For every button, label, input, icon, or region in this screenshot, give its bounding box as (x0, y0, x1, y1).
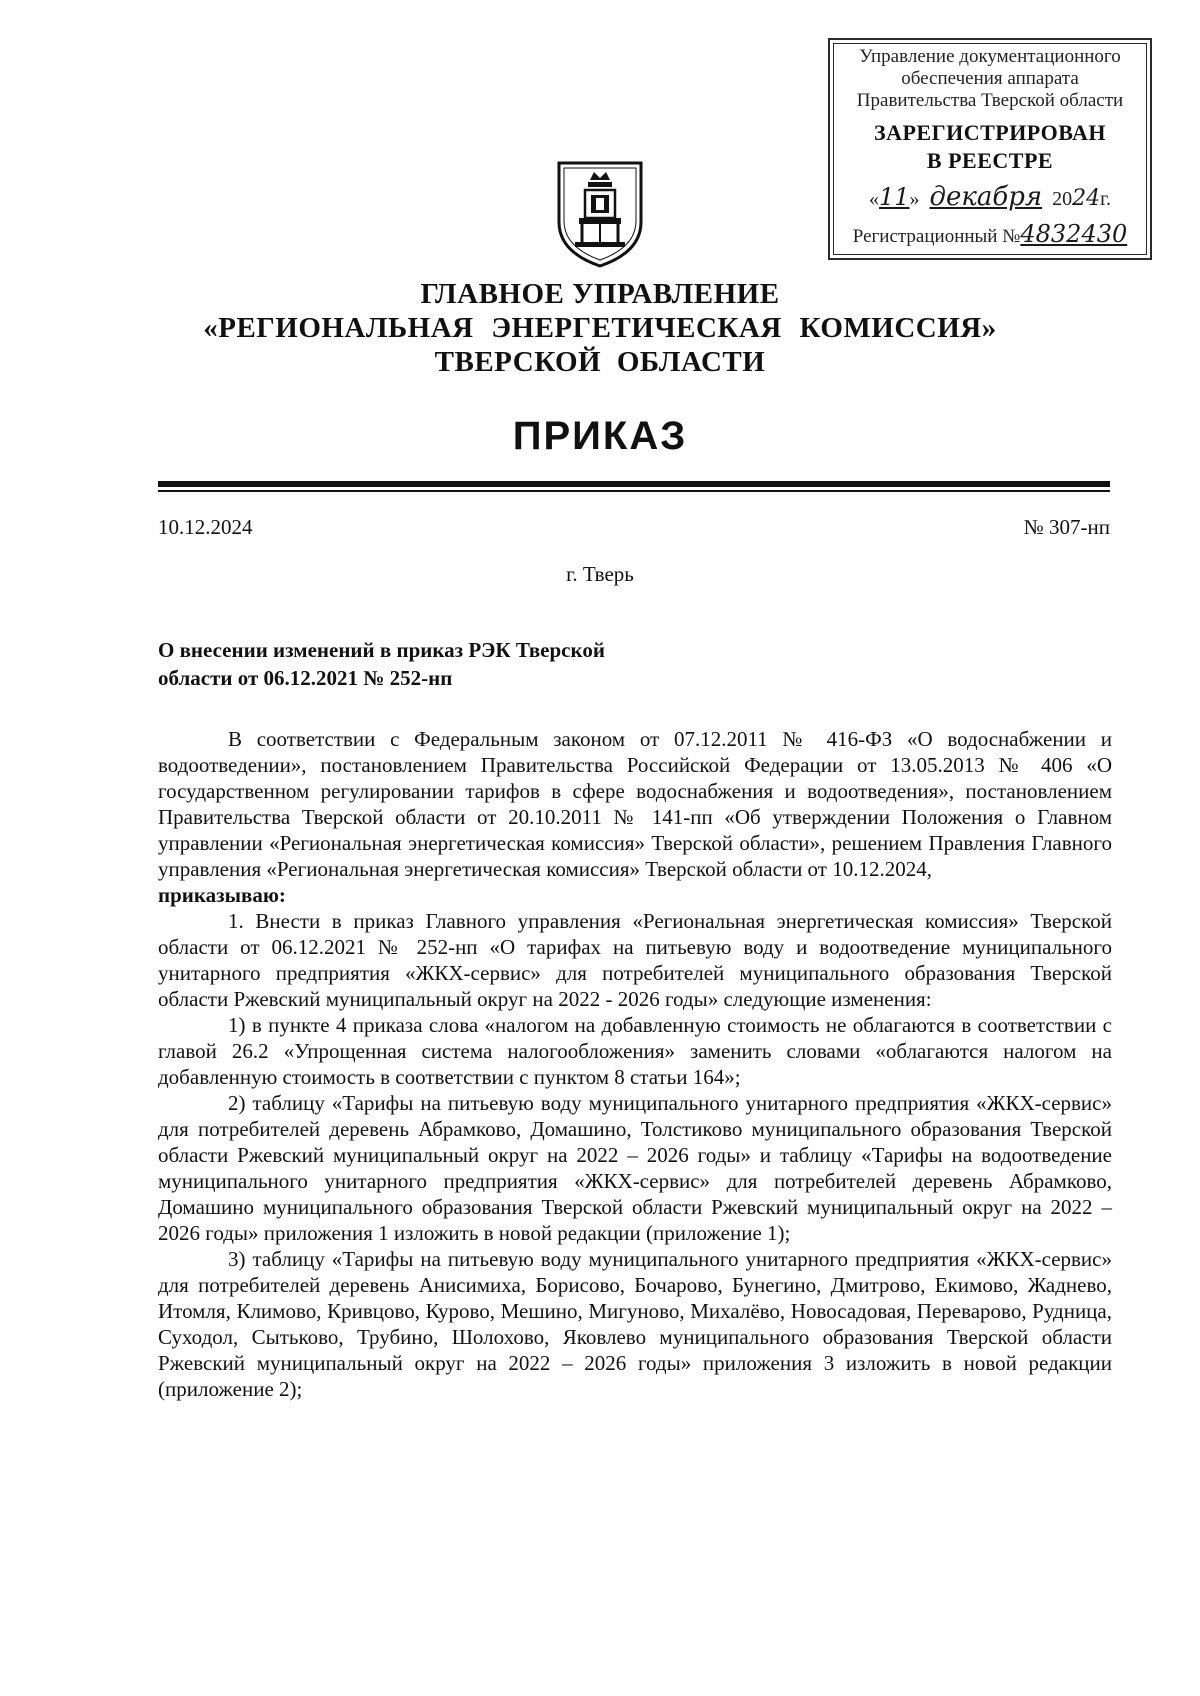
subitem-2-paragraph: 2) таблицу «Тарифы на питьевую воду муниципального унитарного предприятия «ЖКХ-сервис» для потребителей деревень Абрамково, Домашино, Толстиково муниципального образования Тверской области Ржевский муниципальный округ на 2022 – 2026 годы» и таблицу «Тарифы на водоотведение муниципального унитарного предприятия «ЖКХ-сервис» для потребителей деревень Абрамково, Домашино муниципального образования Тверской области Ржевский муниципальный округ на 2022 – 2026 годы» приложения 1 изложить в новой редакции (приложение 1); (158, 1091, 1112, 1245)
org-name-line-3: ТВЕРСКОЙ ОБЛАСТИ (434, 346, 766, 378)
stamp-month: декабря (929, 182, 1043, 212)
stamp-year-prefix: 20 (1052, 188, 1073, 210)
registration-stamp (828, 38, 1152, 260)
stamp-registered: ЗАРЕГИСТРИРОВАН (873, 120, 1107, 145)
header-rule-thick (158, 481, 1110, 487)
stamp-year-suffix: 24 (1072, 186, 1101, 211)
stamp-reg-label: Регистрационный № (852, 226, 1021, 247)
document-body (158, 726, 1112, 1402)
document-number: № 307-нп (1023, 515, 1110, 539)
document-city: г. Тверь (566, 562, 634, 586)
order-word: приказываю: (158, 883, 286, 907)
org-name-line-1: ГЛАВНОЕ УПРАВЛЕНИЕ (420, 278, 780, 310)
stamp-line-2: обеспечения аппарата (901, 68, 1079, 89)
stamp-line-3: Правительства Тверской области (856, 90, 1124, 111)
document-date: 10.12.2024 (158, 515, 253, 539)
document-type-title: ПРИКАЗ (512, 414, 688, 458)
item-1-paragraph: 1. Внести в приказ Главного управления «Региональная энергетическая комиссия» Тверской области от 06.12.2021 № 252-нп «О тарифах на питьевую воду и водоотведение муниципального унитарного предприятия «ЖКХ-сервис» для потребителей муниципального образования Тверской области Ржевский муниципальный округ на 2022 - 2026 годы» следующие изменения: (158, 909, 1112, 1011)
org-name-line-2: «РЕГИОНАЛЬНАЯ ЭНЕРГЕТИЧЕСКАЯ КОМИССИЯ» (203, 312, 997, 344)
subitem-1-paragraph: 1) в пункте 4 приказа слова «налогом на добавленную стоимость не облагаются в соответствии с главой 26.2 «Упрощенная система налогообложения» заменить словами «облагаются налогом на добавленную стоимость в соответствии с пунктом 8 статьи 164»; (158, 1013, 1112, 1089)
stamp-line-1: Управление документационного (859, 46, 1121, 67)
stamp-in-registry: В РЕЕСТРЕ (926, 148, 1054, 173)
stamp-year-end: г. (1100, 188, 1112, 210)
coat-of-arms-icon (555, 160, 645, 268)
stamp-reg-line (830, 220, 1150, 248)
stamp-day: 11 (878, 183, 910, 211)
preamble-paragraph: В соответствии с Федеральным законом от 07.12.2011 № 416-ФЗ «О водоснабжении и водоотведении», постановлением Правительства Российской Федерации от 13.05.2013 № 406 «О государственном регулировании тарифов в сфере водоснабжения и водоотведения», постановлением Правительства Тверской области от 20.10.2011 № 141-пп «Об утверждении Положения о Главном управлении «Региональная энергетическая комиссия» Тверской области», решением Правления Главного управления «Региональная энергетическая комиссия» Тверской области от 10.12.2024, (158, 727, 1112, 881)
stamp-date-line: «11» декабря 2024г. (868, 182, 1112, 212)
document-subject: О внесении изменений в приказ РЭК Тверской области от 06.12.2021 № 252-нп (158, 638, 605, 690)
subitem-3-paragraph: 3) таблицу «Тарифы на питьевую воду муниципального унитарного предприятия «ЖКХ-сервис» для потребителей деревень Анисимиха, Борисово, Бочарово, Бунегино, Дмитрово, Екимово, Жаднево, Итомля, Климово, Кривцово, Курово, Мешино, Мигуново, Михалёво, Новосадовая, Переварово, Рудница, Суходол, Сытьково, Трубино, Шолохово, Яковлево муниципального образования Тверской области Ржевский муниципальный округ на 2022 – 2026 годы» приложения 3 изложить в новой редакции (приложение 2); (158, 1247, 1112, 1401)
header-rule-thin (158, 490, 1110, 492)
stamp-reg-number: 4832430 (1020, 220, 1128, 248)
